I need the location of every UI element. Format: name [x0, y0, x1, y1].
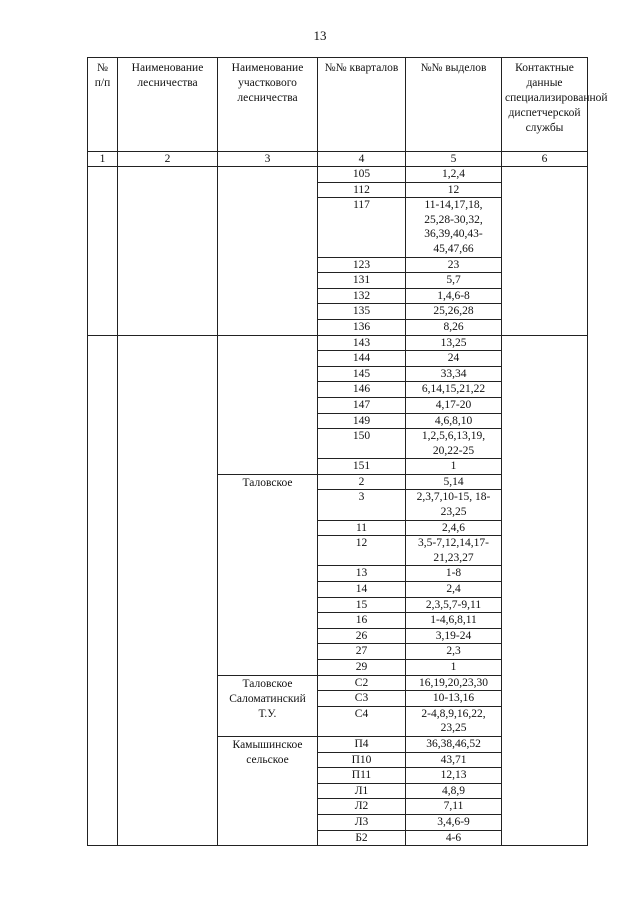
empty-cell [88, 335, 118, 846]
allotment-cell: 1 [406, 459, 502, 475]
quarter-cell: 11 [318, 520, 406, 536]
quarter-cell: 26 [318, 628, 406, 644]
quarter-cell: 143 [318, 335, 406, 351]
allotment-cell: 43,71 [406, 752, 502, 768]
quarter-cell: 14 [318, 582, 406, 598]
allotment-cell: 10-13,16 [406, 691, 502, 707]
group-name-kamyshinskoe: Камышинское сельское [218, 736, 318, 845]
quarter-cell: Л2 [318, 799, 406, 815]
allotment-cell: 2-4,8,9,16,22, 23,25 [406, 706, 502, 736]
column-number: 5 [406, 152, 502, 167]
column-number: 1 [88, 152, 118, 167]
header-col-3: Наименование участкового лесничества [218, 58, 318, 152]
quarter-cell: С2 [318, 675, 406, 691]
allotment-cell: 5,14 [406, 474, 502, 490]
quarter-cell: 146 [318, 382, 406, 398]
allotment-cell: 1 [406, 660, 502, 676]
quarter-cell: 29 [318, 660, 406, 676]
allotment-cell: 11-14,17,18, 25,28-30,32, 36,39,40,43- 45,47,66 [406, 198, 502, 257]
column-number-row [88, 152, 588, 167]
quarter-cell: 144 [318, 351, 406, 367]
allotment-cell: 4,17-20 [406, 397, 502, 413]
quarter-cell: С3 [318, 691, 406, 707]
empty-cell [88, 167, 118, 336]
quarter-cell: 123 [318, 257, 406, 273]
quarter-cell: 131 [318, 273, 406, 289]
header-row [88, 58, 588, 152]
allotment-cell: 8,26 [406, 319, 502, 335]
allotment-cell: 2,3 [406, 644, 502, 660]
quarter-cell: 136 [318, 319, 406, 335]
allotment-cell: 5,7 [406, 273, 502, 289]
allotment-cell: 36,38,46,52 [406, 736, 502, 752]
header-col-4: №№ кварталов [318, 58, 406, 152]
table-row [88, 167, 588, 183]
quarter-cell: 12 [318, 536, 406, 566]
allotment-cell: 25,26,28 [406, 304, 502, 320]
quarter-cell: 149 [318, 413, 406, 429]
header-col-1: № п/п [88, 58, 118, 152]
column-number: 4 [318, 152, 406, 167]
quarter-cell: 132 [318, 288, 406, 304]
header-col-6: Контактные данные специализированной диспетчерской службы [502, 58, 588, 152]
column-number: 2 [118, 152, 218, 167]
allotment-cell: 13,25 [406, 335, 502, 351]
quarter-cell: 135 [318, 304, 406, 320]
empty-cell [118, 167, 218, 336]
quarter-cell: 15 [318, 597, 406, 613]
empty-cell [218, 167, 318, 336]
allotment-cell: 12,13 [406, 768, 502, 784]
table-row [88, 335, 588, 351]
allotment-cell: 1,2,4 [406, 167, 502, 183]
quarter-cell: 145 [318, 366, 406, 382]
allotment-cell: 1,2,5,6,13,19, 20,22-25 [406, 429, 502, 459]
quarter-cell: 112 [318, 182, 406, 198]
allotment-cell: 6,14,15,21,22 [406, 382, 502, 398]
allotment-cell: 2,4 [406, 582, 502, 598]
quarter-cell: П10 [318, 752, 406, 768]
allotment-cell: 2,3,5,7-9,11 [406, 597, 502, 613]
allotment-cell: 1-8 [406, 566, 502, 582]
quarter-cell: 13 [318, 566, 406, 582]
quarter-cell: 27 [318, 644, 406, 660]
allotment-cell: 4,6,8,10 [406, 413, 502, 429]
quarter-cell: 2 [318, 474, 406, 490]
allotment-cell: 1-4,6,8,11 [406, 613, 502, 629]
allotment-cell: 12 [406, 182, 502, 198]
allotment-cell: 1,4,6-8 [406, 288, 502, 304]
allotment-cell: 24 [406, 351, 502, 367]
quarter-cell: Л1 [318, 783, 406, 799]
group-name-salomatinsky: Таловское Саломатинский Т.У. [218, 675, 318, 736]
allotment-cell: 7,11 [406, 799, 502, 815]
quarter-cell: 150 [318, 429, 406, 459]
allotment-cell: 2,3,7,10-15, 18- 23,25 [406, 490, 502, 520]
allotment-cell: 4-6 [406, 830, 502, 846]
column-number: 6 [502, 152, 588, 167]
quarter-cell: 117 [318, 198, 406, 257]
allotments-table [87, 57, 608, 846]
allotment-cell: 3,5-7,12,14,17- 21,23,27 [406, 536, 502, 566]
quarter-cell: С4 [318, 706, 406, 736]
empty-cell [118, 335, 218, 846]
header-col-2: Наименование лесничества [118, 58, 218, 152]
allotment-cell: 3,4,6-9 [406, 814, 502, 830]
allotment-cell: 3,19-24 [406, 628, 502, 644]
quarter-cell: 151 [318, 459, 406, 475]
quarter-cell: 105 [318, 167, 406, 183]
column-number: 3 [218, 152, 318, 167]
quarter-cell: Б2 [318, 830, 406, 846]
quarter-cell: П11 [318, 768, 406, 784]
quarter-cell: 3 [318, 490, 406, 520]
allotment-cell: 23 [406, 257, 502, 273]
quarter-cell: 147 [318, 397, 406, 413]
page-number: 13 [313, 28, 327, 43]
allotment-cell: 4,8,9 [406, 783, 502, 799]
allotment-cell: 33,34 [406, 366, 502, 382]
empty-cell [218, 335, 318, 474]
allotment-cell: 16,19,20,23,30 [406, 675, 502, 691]
header-col-5: №№ выделов [406, 58, 502, 152]
quarter-cell: 16 [318, 613, 406, 629]
group-name-taloskoe: Таловское [218, 474, 318, 675]
empty-cell [502, 167, 588, 336]
quarter-cell: П4 [318, 736, 406, 752]
quarter-cell: Л3 [318, 814, 406, 830]
allotment-cell: 2,4,6 [406, 520, 502, 536]
empty-cell [502, 335, 588, 846]
